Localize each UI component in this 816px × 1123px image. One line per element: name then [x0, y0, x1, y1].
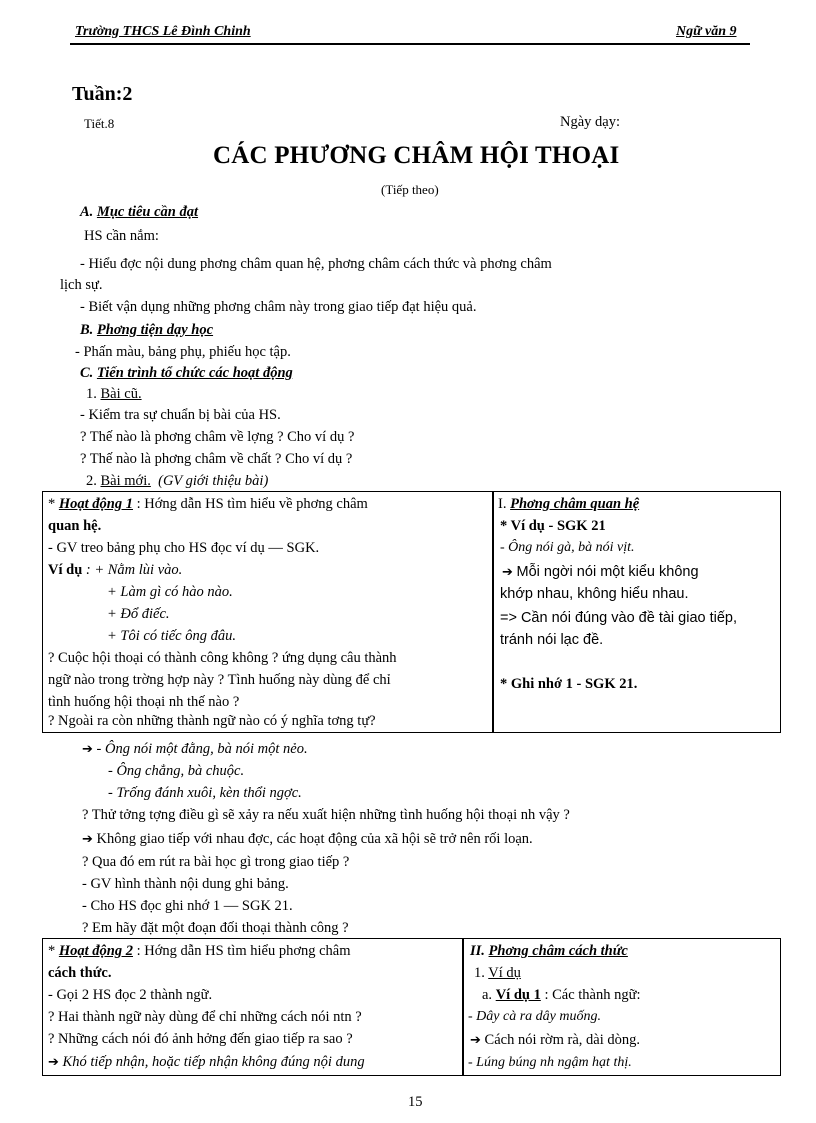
page-number: 15	[408, 1094, 423, 1110]
middle-question-3: ? Em hãy đặt một đoạn đối thoại thành công ?	[82, 920, 349, 936]
middle-line-1: - GV hình thành nội dung ghi bảng.	[82, 876, 289, 892]
table-2-right-heading: II. Phơng châm cách thức	[470, 943, 628, 959]
page-title: CÁC PHƯƠNG CHÂM HỘI THOẠI	[213, 142, 620, 169]
section-c-heading: C. Tiến trình tổ chức các hoạt động	[80, 365, 293, 381]
example-line-3: - Trống đánh xuôi, kèn thổi ngợc.	[108, 785, 302, 801]
teach-date-label: Ngày dạy:	[560, 114, 620, 130]
section-c-item1: 1. Bài cũ.	[86, 386, 142, 402]
table-2-right-line1: - Dây cà ra dây muống.	[468, 1009, 601, 1024]
table-2-left-line4: ➔ Khó tiếp nhận, hoặc tiếp nhận không đúng nội dung	[48, 1054, 365, 1070]
table-1-activity-heading: * Hoạt động 1 : Hớng dẫn HS tìm hiểu về phơng châm	[48, 496, 368, 512]
table-1-example-2: + Làm gì có hào nào.	[107, 584, 233, 600]
arrow-right-icon: ➔	[502, 565, 513, 580]
section-c-line3: ? Thế nào là phơng châm về chất ? Cho ví dụ ?	[80, 451, 353, 467]
arrow-right-icon: ➔	[82, 832, 93, 847]
table-1-right-line2: ➔ Mỗi ngời nói một kiểu không	[502, 564, 699, 580]
table-1-right-heading: I. Phơng châm quan hệ	[498, 496, 640, 512]
middle-question-1: ? Thử tởng tợng điều gì sẽ xảy ra nếu xuất hiện những tình huống hội thoại nh vậy ?	[82, 807, 570, 823]
middle-answer-1: ➔ Không giao tiếp với nhau đợc, các hoạt động của xã hội sẽ trở nên rối loạn.	[82, 831, 533, 847]
table-2-right-line3: - Lúng búng nh ngậm hạt thị.	[468, 1055, 632, 1070]
table-2-right-sub1: 1. Ví dụ	[474, 965, 521, 981]
header-school: Trường THCS Lê Đình Chinh	[75, 24, 251, 39]
section-a-line2: - Biết vận dụng những phơng châm này trong giao tiếp đạt hiệu quả.	[80, 299, 477, 315]
table-2-left-line3: ? Những cách nói đó ảnh hởng đến giao tiếp ra sao ?	[48, 1031, 353, 1047]
middle-line-2: - Cho HS đọc ghi nhớ 1 — SGK 21.	[82, 898, 293, 914]
table-1-right-line3b: tránh nói lạc đề.	[500, 632, 604, 648]
section-a-line1: - Hiểu đợc nội dung phơng châm quan hệ, phơng châm cách thức và phơng châm	[80, 256, 552, 272]
table-1-right-line3: => Cần nói đúng vào đề tài giao tiếp,	[500, 610, 738, 626]
header-subject: Ngữ văn 9	[676, 24, 737, 39]
section-c-item2: 2. Bài mới. (GV giới thiệu bài)	[86, 473, 269, 489]
asterisk-icon: *	[500, 676, 508, 692]
table-1-right-example: * Ví dụ - SGK 21	[500, 518, 606, 534]
table-1-question-1: ? Cuộc hội thoại có thành công không ? ứng dụng câu thành	[48, 650, 397, 666]
table-2-activity-heading: * Hoạt động 2 : Hớng dẫn HS tìm hiểu phơng châm	[48, 943, 351, 959]
table-1-divider	[492, 491, 494, 733]
arrow-right-icon: ➔	[470, 1033, 481, 1048]
table-1-question-2: ? Ngoài ra còn những thành ngữ nào có ý nghĩa tơng tự?	[48, 713, 376, 729]
section-a-heading: A. Mục tiêu cần đạt	[80, 204, 199, 220]
middle-question-2: ? Qua đó em rút ra bài học gì trong giao tiếp ?	[82, 854, 350, 870]
arrow-right-icon: ➔	[48, 1055, 59, 1070]
table-1-left-line1: - GV treo bảng phụ cho HS đọc ví dụ — SGK.	[48, 540, 320, 556]
section-b-line1: - Phấn màu, bảng phụ, phiếu học tập.	[75, 344, 291, 360]
table-1-example-1: Ví dụ : + Nằm lùi vào.	[48, 562, 183, 578]
table-1-activity-heading-cont: quan hệ.	[48, 518, 102, 534]
table-1-right-line1: - Ông nói gà, bà nói vịt.	[500, 540, 635, 555]
table-2-right-line2: ➔ Cách nói rờm rà, dài dòng.	[470, 1032, 640, 1048]
table-1-right-line2b: khớp nhau, không hiểu nhau.	[500, 586, 689, 602]
header-divider	[70, 43, 750, 45]
section-b-heading: B. Phơng tiện dạy học	[80, 322, 214, 338]
section-a-intro: HS cần nắm:	[84, 228, 159, 244]
table-2-left-line1: - Gọi 2 HS đọc 2 thành ngữ.	[48, 987, 213, 1003]
table-1-right-note: * Ghi nhớ 1 - SGK 21.	[500, 676, 638, 692]
table-1-example-4: + Tôi có tiếc ông đâu.	[107, 628, 236, 644]
section-c-line1: - Kiểm tra sự chuẩn bị bài của HS.	[80, 407, 281, 423]
week-label: Tuần:2	[72, 83, 133, 105]
table-2-activity-heading-cont: cách thức.	[48, 965, 112, 981]
page-subtitle: (Tiếp theo)	[381, 182, 439, 197]
section-c-line2: ? Thế nào là phơng châm về lợng ? Cho ví dụ ?	[80, 429, 355, 445]
arrow-right-icon: ➔	[82, 742, 93, 757]
table-2-right-suba: a. Ví dụ 1 : Các thành ngữ:	[482, 987, 641, 1003]
example-line-1: ➔ - Ông nói một đằng, bà nói một nẻo.	[82, 741, 308, 757]
table-1-question-1c: tình huống hội thoại nh thế nào ?	[48, 694, 240, 710]
lesson-label: Tiết.8	[84, 116, 115, 131]
example-line-2: - Ông chẳng, bà chuộc.	[108, 763, 245, 779]
table-1-question-1b: ngữ nào trong trờng hợp này ? Tình huống này dùng để chỉ	[48, 672, 391, 688]
section-a-line1b: lịch sự.	[60, 277, 103, 293]
table-2-divider	[462, 938, 464, 1076]
table-1-example-3: + Đổ điếc.	[107, 606, 170, 622]
table-2-left-line2: ? Hai thành ngữ này dùng để chỉ những cách nói ntn ?	[48, 1009, 362, 1025]
